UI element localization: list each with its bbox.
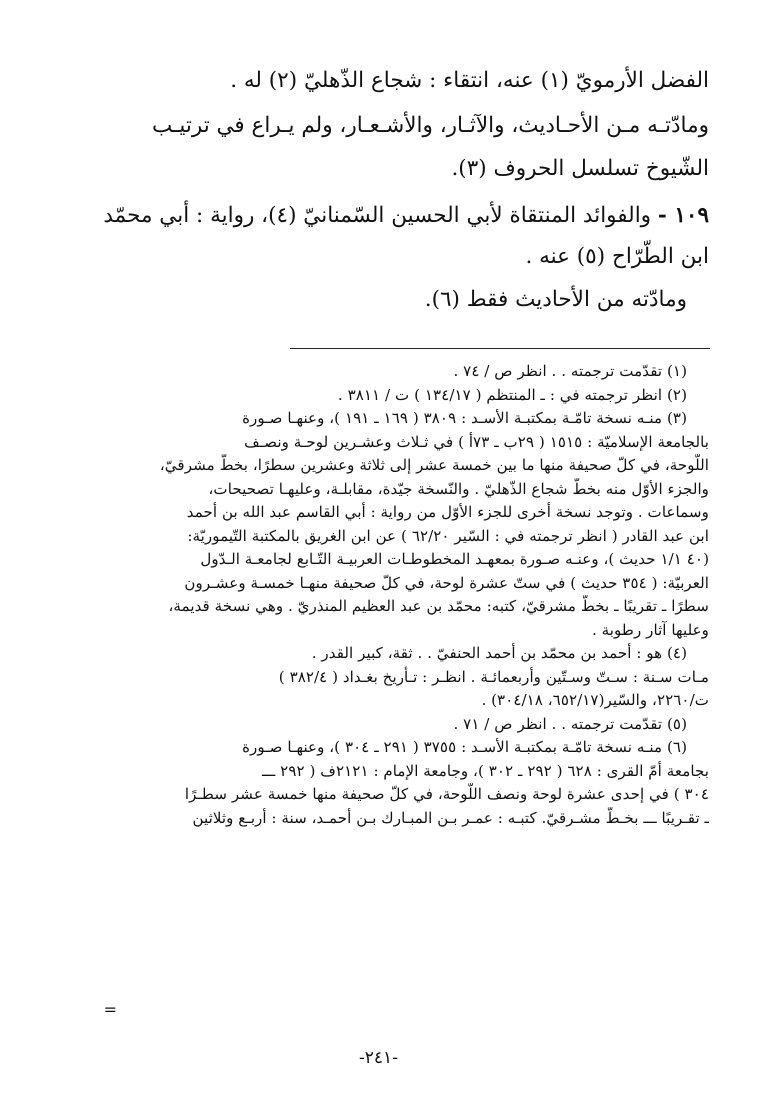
entry-number: ١٠٩ -: [657, 203, 709, 228]
main-line-3: الشّيوخ تسلسل الحروف (٣).: [451, 156, 709, 181]
main-text: [47, 62, 709, 318]
footnote-line: بالجامعة الإسلاميّة : ١٥١٥ ( ٢٩ب ـ ٧٣أ ) في ثـلاث وعشـرين لوحـة ونصـف: [244, 432, 709, 451]
main-line-6: ومادّته من الأحاديث فقط (٦).: [424, 287, 687, 312]
footnote-line: (٢) انظر ترجمته في : ـ المنتظم ( ١٣٤/١٧ ) ت / ٣٨١١ .: [337, 385, 687, 404]
footnote-line: (١) تقدّمت ترجمته . . انظر ص / ٧٤ .: [453, 362, 687, 380]
footnotes: [45, 360, 709, 830]
footnote-line: ـ تقـريبًا ـــ بخـطّ مشـرقيّ. كتبـه : عمـر بـن المبـارك بـن أحمـد، سنة : أربـع وثلاثين: [192, 808, 709, 827]
footnote-line: (٦) منـه نسخة تامّـة بمكتبـة الأسـد : ٣٧٥٥ ( ٢٩١ ـ ٣٠٤ )، وعنهـا صـورة: [242, 738, 687, 756]
footnote-line: ٣٠٤ ) في إحدى عشرة لوحة ونصف اللّوحة، في كلّ صحيفة منها خمسة عشر سطـرًا: [184, 785, 709, 803]
footnote-line: (٤) هو : أحمد بن محمّد بن أحمد الحنفيّ . . ثقة، كبير القدر .: [311, 644, 687, 662]
footnote-line: والجزء الأوّل منه بخطّ شجاع الذّهليّ . والنّسخة جيّدة، مقابلـة، وعليهـا تصحيحات،: [208, 479, 709, 498]
main-line-4: [47, 197, 709, 234]
footnote-line: اللّوحة، في كلّ صحيفة منها ما بين خمسة عشر إلى ثلاثة وعشرين سطرًا، بخطّ مشرقيّ،: [159, 456, 709, 474]
footnote-line: (٣) منـه نسخة تامّـة بمكتبـة الأسـد : ٣٨٠٩ ( ١٦٩ ـ ١٩١ )، وعنهـا صـورة: [242, 409, 687, 427]
footnote-line: ت/٢٢٦٠، والسّير(٦٥٢/١٧، ٣٠٤/١٨) .: [481, 691, 709, 709]
main-line-1: الفضل الأرمويّ (١) عنه، انتقاء : شجاع الذّهليّ (٢) له .: [230, 68, 709, 93]
main-line-4-text: والفوائد المنتقاة لأبي الحسين السّمنانيّ (٤)، رواية : أبي محمّد: [103, 203, 652, 228]
continuation-mark: =: [103, 1000, 117, 1019]
footnote-line: ابن عبد القادر ( انظر ترجمته في : السّير ٦٢/٢٠ ) عن ابن الغريق بالمكتبة التّيموريّة:: [187, 526, 709, 545]
footnote-line: سطرًا ـ تقريبًا ـ بخطّ مشرقيّ، كتبه: محمّد بن عبد العظيم المنذريّ . وهي نسخة قديمة،: [168, 597, 709, 615]
footnote-line: وعليها آثار رطوبة .: [592, 620, 709, 639]
footnote-divider: [290, 348, 710, 349]
footnote-line: (٤٠ ١/١ حديث )، وعنـه صـورة بمعهـد المخطوطـات العربيـة التّـابع لجامعـة الـدّول: [200, 550, 709, 568]
footnote-line: بجامعة أمّ القرى : ٦٢٨ ( ٢٩٢ ـ ٣٠٢ )، وجامعة الإمام : ٢١٢١ف ( ٢٩٢ ـــ: [261, 761, 709, 780]
footnote-line: العربيّة: ( ٣٥٤ حديث ) في ستّ عشرة لوحة، في كلّ صحيفة منهـا خمسـة وعشـرون: [184, 573, 709, 592]
main-line-2: ومادّتـه مـن الأحـاديث، والآثـار، والأشـعـار، ولم يـراع في ترتيـب: [151, 113, 709, 138]
page-number: -٢٤١-: [359, 1048, 398, 1068]
footnote-line: مـات سـنة : سـتّ وسـتّين وأربعمائـة . انظـر : تـأريخ بغـداد ( ٣٨٢/٤ ): [278, 667, 709, 686]
footnote-line: (٥) تقدّمت ترجمته . . انظر ص / ٧١ .: [453, 714, 687, 733]
main-line-5: ابن الطّرّاح (٥) عنه .: [525, 244, 709, 269]
footnote-line: وسماعات . وتوجد نسخة أخرى للجزء الأوّل من رواية : أبي القاسم عبد الله بن أحمد: [186, 503, 709, 521]
